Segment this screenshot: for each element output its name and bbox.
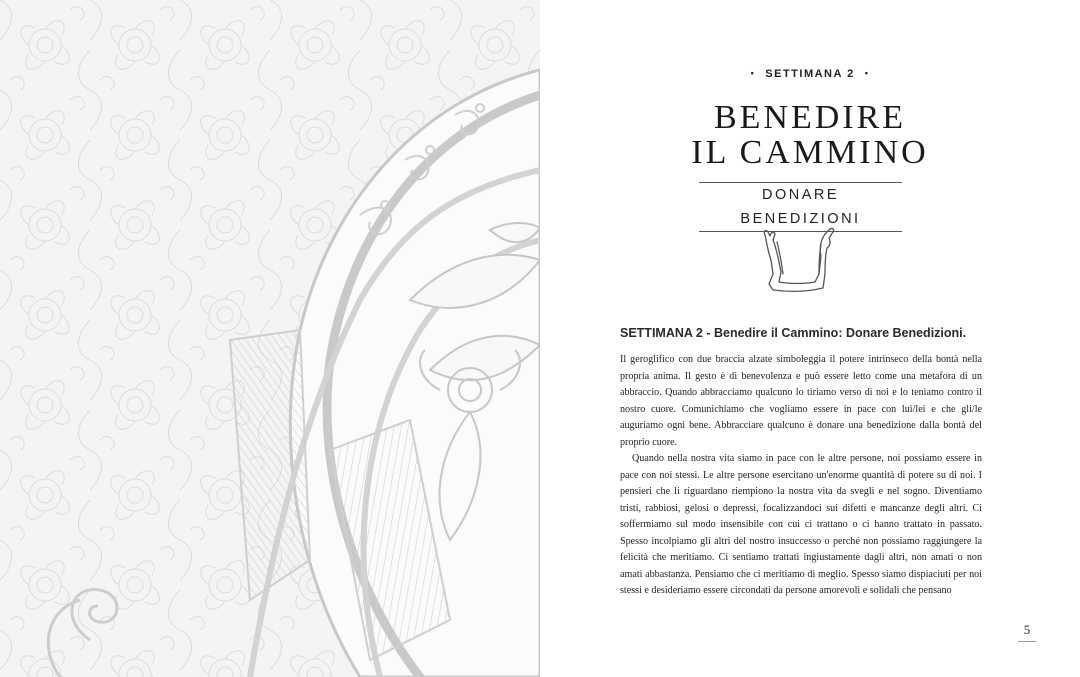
page-title	[540, 100, 1080, 170]
page-subtitle: DONARE BENEDIZIONI	[740, 187, 861, 227]
section-heading: SETTIMANA 2 - Benedire il Cammino: Donare Benedizioni.	[620, 326, 967, 340]
title-line-1: BENEDIRE	[713, 99, 907, 136]
kicker-text: SETTIMANA 2	[765, 68, 855, 80]
kicker-bullet-left: •	[750, 68, 756, 78]
kicker-bullet-right: •	[864, 68, 870, 78]
page-number: 5	[1018, 622, 1036, 642]
paragraph-1: Il geroglifico con due braccia alzate simboleggia il potere intrinseco della bontà nella propria anima. Il gesto è di benevolenza e può essere letto come una metafora di un abbraccio. Quando abbracciamo qualcuno lo tiriamo verso di noi e lo teniamo contro il nostro cuore. Comunichiamo che vogliamo essere in pace con lui/lei e che gli/le auguriamo ogni bene. Abbracciare qualcuno è donare una benedizione dalla bontà del proprio cuore.	[620, 354, 982, 448]
title-line-2: IL CAMMINO	[691, 134, 929, 171]
paragraph-2: Quando nella nostra vita siamo in pace con le altre persone, noi possiamo essere in pace con noi stessi. Le altre persone esercitano un'enorme quantità di potere su di noi. I pensieri che li riguardano riempiono la nostra vita da svegli e nel sogno. Diventiamo tristi, rabbiosi, gelosi o depressi, focalizzandoci sui difetti e mancanze degli altri. Ci soffermiamo sul modo insensibile con cui ci trattano o ci hanno trattato in passato. Spesso incolpiamo gli altri del nostro insuccesso o perché non possiamo raggiungere la felicità che meritiamo. Ci sentiamo trattati ingiustamente dagli altri, non amati o non amati abbastanza. Pensiamo che ci meritiamo di meglio. Spesso siamo dispiaciuti per noi stessi e desideriamo essere circondati da persone amorevoli e solidali che pensano	[620, 453, 982, 596]
week-kicker	[540, 68, 1080, 80]
text-page	[540, 0, 1080, 677]
ka-raised-arms-hieroglyph-icon	[759, 222, 841, 296]
body-text	[620, 352, 982, 600]
